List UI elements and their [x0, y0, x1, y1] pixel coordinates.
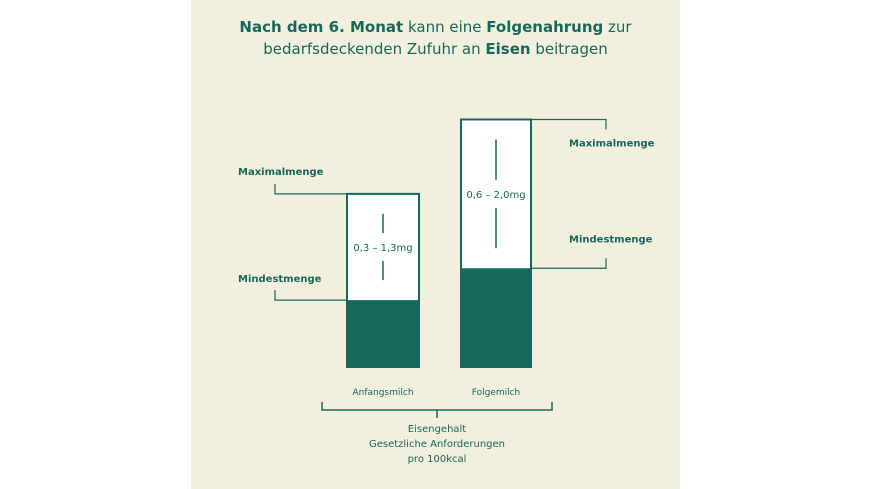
headline-2-part-1: Eisen — [485, 40, 531, 58]
iron-range-chart — [191, 0, 680, 489]
headline-1-part-1: kann eine — [403, 18, 487, 36]
headline-2-part-2: beitragen — [530, 40, 608, 58]
range-label-anfangsmilch: 0,3 – 1,3mg — [353, 243, 413, 254]
min-leader-anfangsmilch — [275, 290, 347, 300]
headline-1-part-2: Folgenahrung — [486, 18, 604, 36]
bar-min-fill-folgemilch — [461, 268, 531, 367]
infographic-panel — [191, 0, 680, 489]
max-leader-anfangsmilch — [275, 184, 347, 194]
max-label-folgemilch: Maximalmenge — [569, 138, 655, 150]
footer-bracket — [322, 402, 552, 418]
headline-1-part-0: Nach dem 6. Monat — [239, 18, 404, 36]
bar-min-fill-anfangsmilch — [347, 300, 419, 367]
footer-line-0: Eisengehalt — [407, 424, 467, 435]
headline-1-part-3: zur — [603, 18, 632, 36]
min-label-anfangsmilch: Mindestmenge — [238, 274, 322, 286]
min-leader-folgemilch — [531, 258, 606, 268]
category-label-anfangsmilch: Anfangsmilch — [352, 388, 414, 398]
max-leader-folgemilch — [531, 120, 606, 130]
headline-2-part-0: bedarfsdeckenden Zufuhr an — [263, 40, 486, 58]
range-label-folgemilch: 0,6 – 2,0mg — [466, 189, 526, 201]
max-label-anfangsmilch: Maximalmenge — [238, 166, 324, 178]
category-label-folgemilch: Folgemilch — [471, 388, 521, 398]
min-label-folgemilch: Mindestmenge — [569, 234, 653, 246]
footer-line-2: pro 100kcal — [407, 454, 467, 465]
footer-line-1: Gesetzliche Anforderungen — [368, 439, 506, 450]
